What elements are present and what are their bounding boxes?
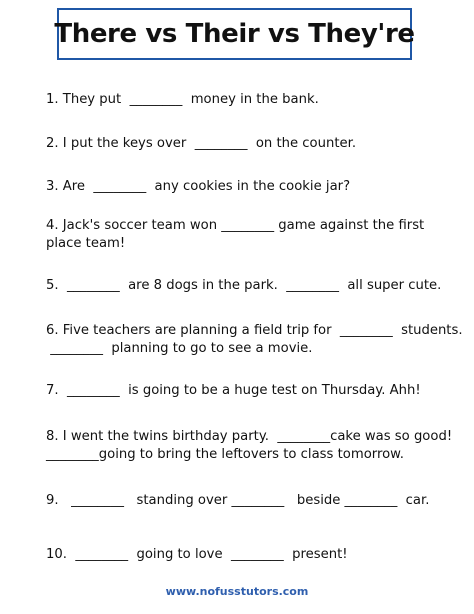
question-4-line-1: 4. Jack's soccer team won ________ game against the first [46, 218, 425, 233]
question-6-line-1: 6. Five teachers are planning a field trip for ________ students. [46, 323, 463, 338]
question-8-line-1: 8. I went the twins birthday party. ________cake was so good! [46, 429, 453, 444]
question-7: 7. ________ is going to be a huge test on Thursday. Ahh! [46, 383, 421, 398]
question-6-line-2: ________ planning to go to see a movie. [46, 341, 313, 356]
question-1: 1. They put ________ money in the bank. [46, 92, 319, 107]
question-8-line-2: ________going to bring the leftovers to class tomorrow. [46, 447, 404, 462]
question-5: 5. ________ are 8 dogs in the park. ________ all super cute. [46, 278, 442, 293]
worksheet-title: There vs Their vs They're [54, 19, 415, 49]
question-4-line-2: place team! [46, 236, 126, 251]
title-box [54, 8, 415, 60]
footer-website: www.nofusstutors.com [165, 585, 309, 598]
question-2: 2. I put the keys over ________ on the counter. [46, 136, 357, 151]
question-9: 9. ________ standing over ________ beside ________ car. [46, 493, 430, 508]
question-10: 10. ________ going to love ________ present! [46, 547, 348, 562]
question-3: 3. Are ________ any cookies in the cookie jar? [46, 179, 351, 194]
